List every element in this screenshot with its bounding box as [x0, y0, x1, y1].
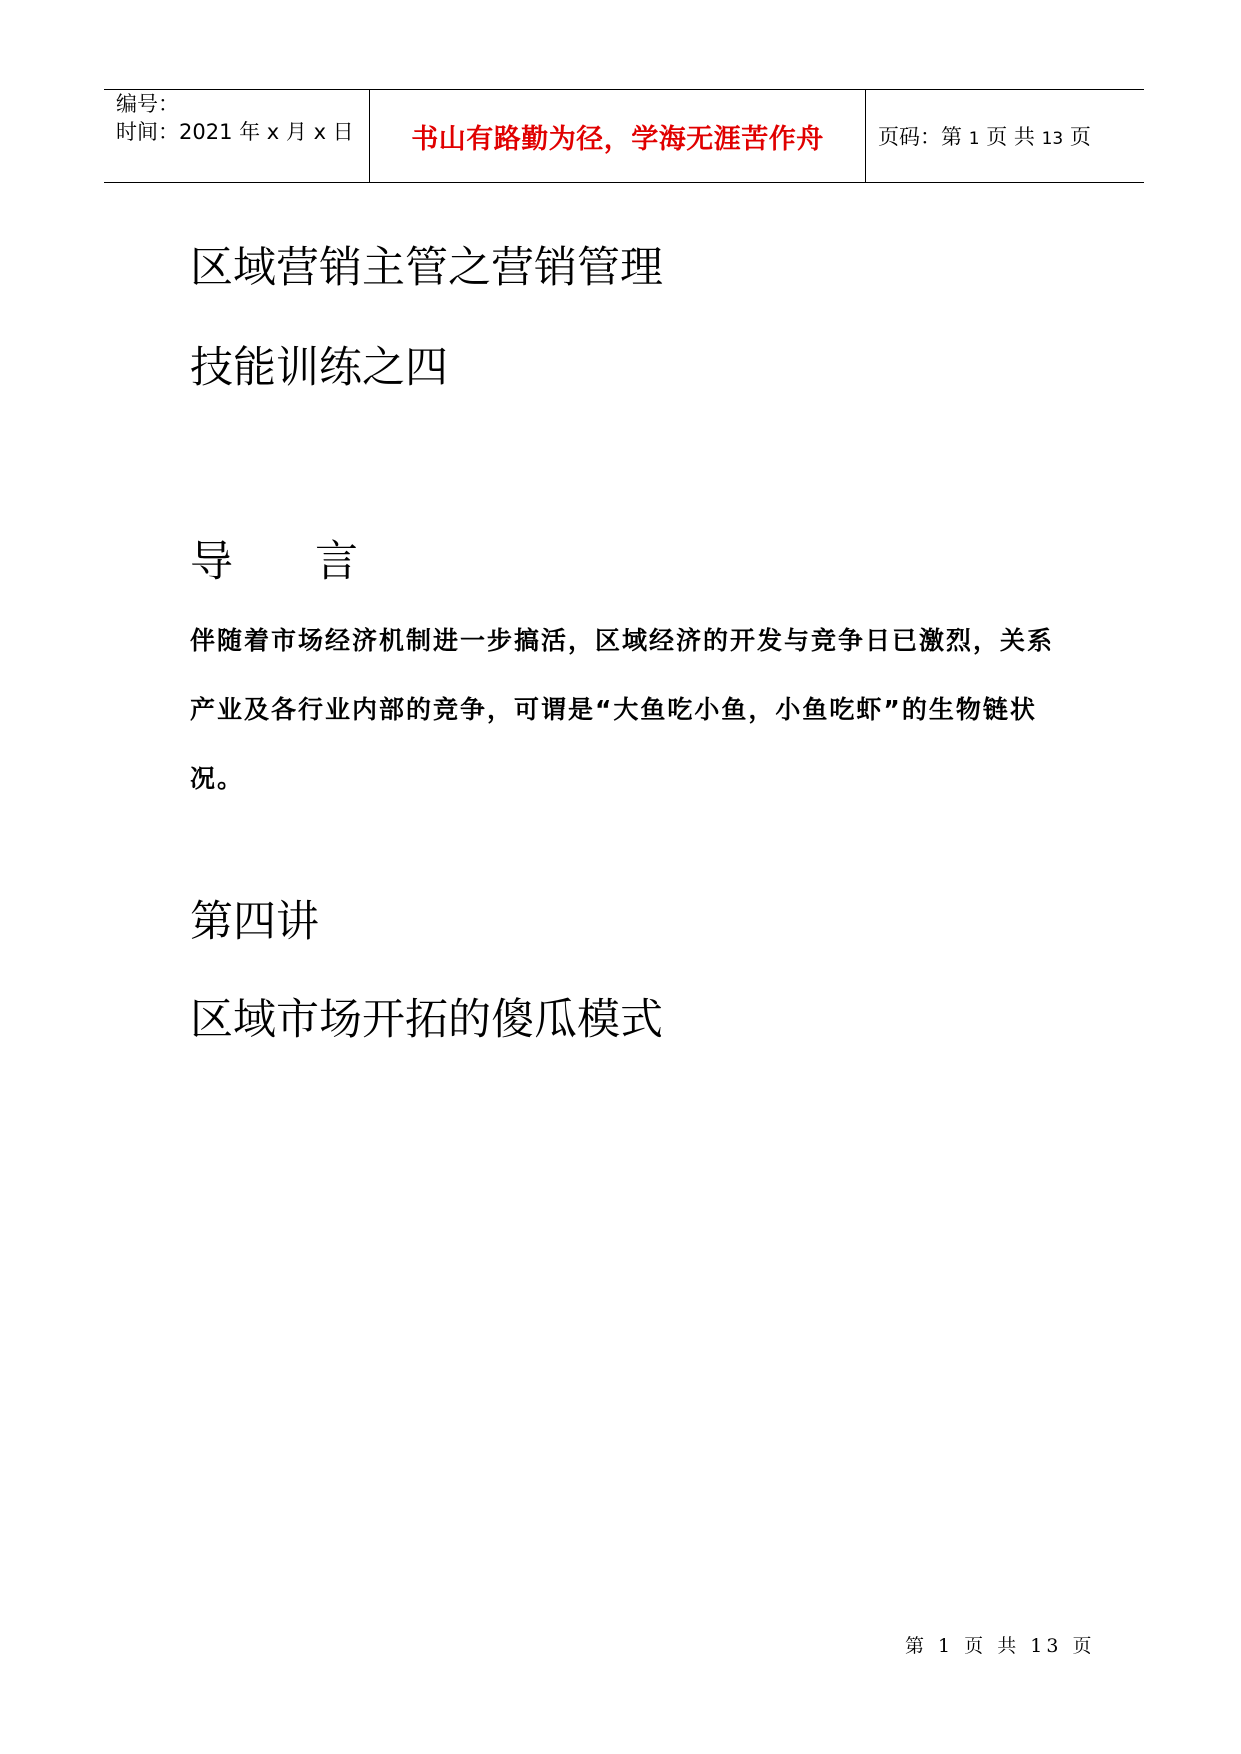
page-label: 页码：第 [878, 125, 962, 149]
header-info-cell [104, 90, 369, 182]
lecture-title: 区域市场开拓的傻瓜模式 [190, 995, 663, 1045]
date-line: 时间：2021 年 x 月 x 日 [116, 120, 354, 144]
header-motto-cell [369, 90, 866, 182]
lecture-number: 第四讲 [190, 897, 319, 947]
document-title-line2: 技能训练之四 [190, 343, 448, 393]
intro-heading: 导 言 [190, 537, 359, 587]
intro-paragraph: 伴随着市场经济机制进一步搞活，区域经济的开发与竞争日已激烈，关系产业及各行业内部的竞争，可谓是“大鱼吃小鱼，小鱼吃虾”的生物链状况。 [190, 626, 1055, 793]
header-page-cell [866, 90, 1144, 182]
document-title-line1: 区域营销主管之营销管理 [190, 243, 663, 293]
page-total: 13 [1041, 129, 1064, 149]
header-page-info [878, 121, 1091, 151]
serial-number-label: 编号： [116, 92, 179, 116]
page-mid: 页 共 [986, 125, 1035, 149]
header-motto: 书山有路勤为径，学海无涯苦作舟 [411, 123, 824, 155]
document-header [104, 89, 1144, 183]
page-current: 1 [968, 129, 980, 149]
page-end: 页 [1069, 125, 1091, 149]
page-footer: 第 1 页 共 13 页 [905, 1635, 1096, 1657]
